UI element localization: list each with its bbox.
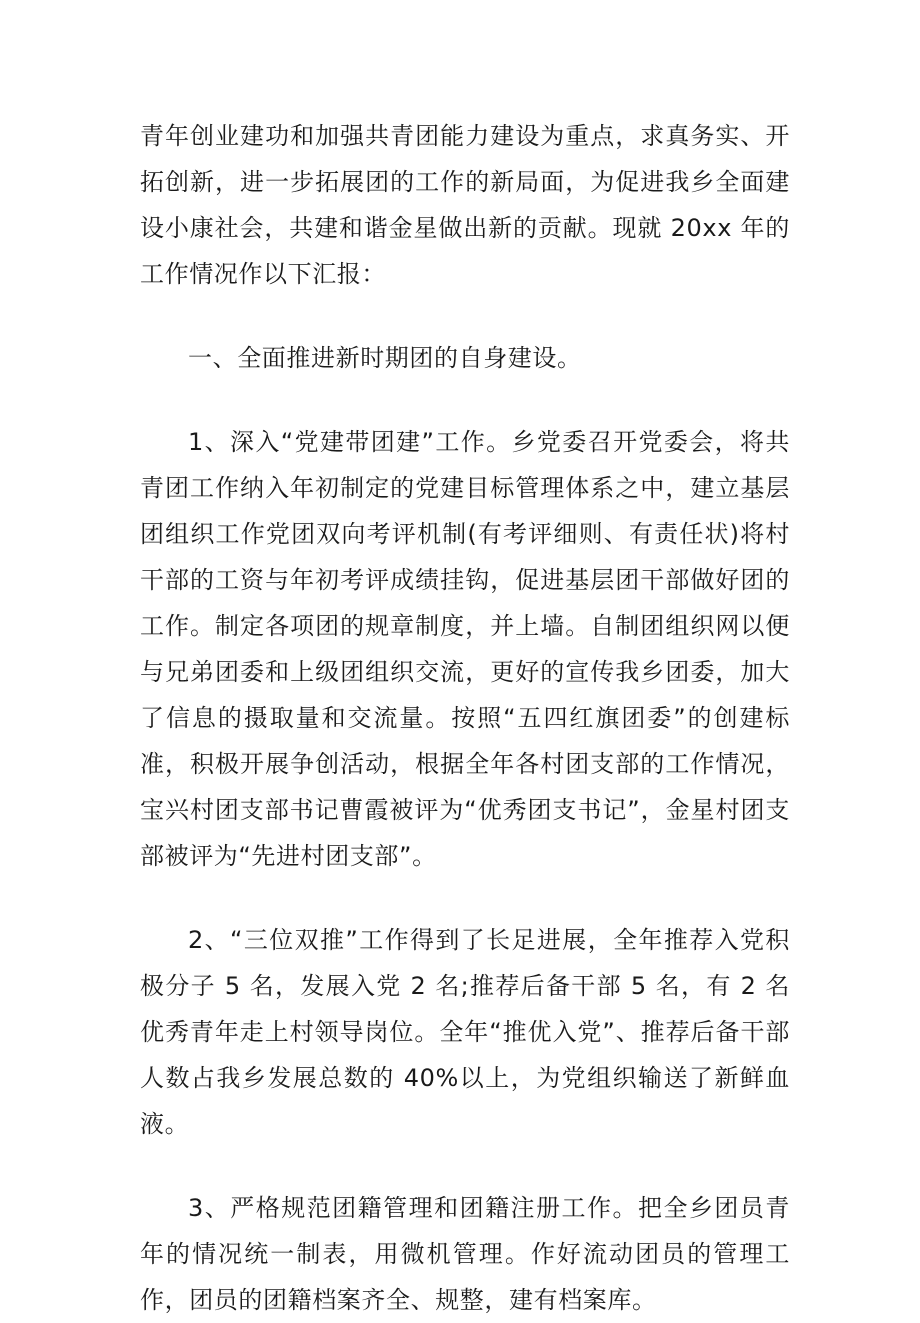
paragraph-item-1: 1、深入“党建带团建”工作。乡党委召开党委会，将共青团工作纳入年初制定的党建目标管理体系之中，建立基层团组织工作党团双向考评机制(有考评细则、有责任状)将村干部的工资与年初考评成绩挂钩，促进基层团干部做好团的工作。制定各项团的规章制度，并上墙。自制团组织网以便与兄弟团委和上级团组织交流，更好的宣传我乡团委，加大了信息的摄取量和交流量。按照“五四红旗团委”的创建标准，积极开展争创活动，根据全年各村团支部的工作情况，宝兴村团支部书记曹霞被评为“优秀团支书记”，金星村团支部被评为“先进村团支部”。 bbox=[140, 428, 790, 870]
document-body bbox=[140, 113, 790, 1323]
section-heading-1: 一、全面推进新时期团的自身建设。 bbox=[188, 344, 582, 372]
paragraph-item-2: 2、“三位双推”工作得到了长足进展，全年推荐入党积极分子 5 名，发展入党 2 名;推荐后备干部 5 名，有 2 名优秀青年走上村领导岗位。全年“推优入党”、推荐后备干部人数占我乡发展总数的 40%以上，为党组织输送了新鲜血液。 bbox=[140, 926, 790, 1138]
paragraph-item-3: 3、严格规范团籍管理和团籍注册工作。把全乡团员青年的情况统一制表，用微机管理。作好流动团员的管理工作，团员的团籍档案齐全、规整，建有档案库。 bbox=[140, 1194, 790, 1314]
intro-paragraph: 青年创业建功和加强共青团能力建设为重点，求真务实、开拓创新，进一步拓展团的工作的新局面，为促进我乡全面建设小康社会，共建和谐金星做出新的贡献。现就 20xx 年的工作情况作以下汇报： bbox=[140, 122, 790, 288]
